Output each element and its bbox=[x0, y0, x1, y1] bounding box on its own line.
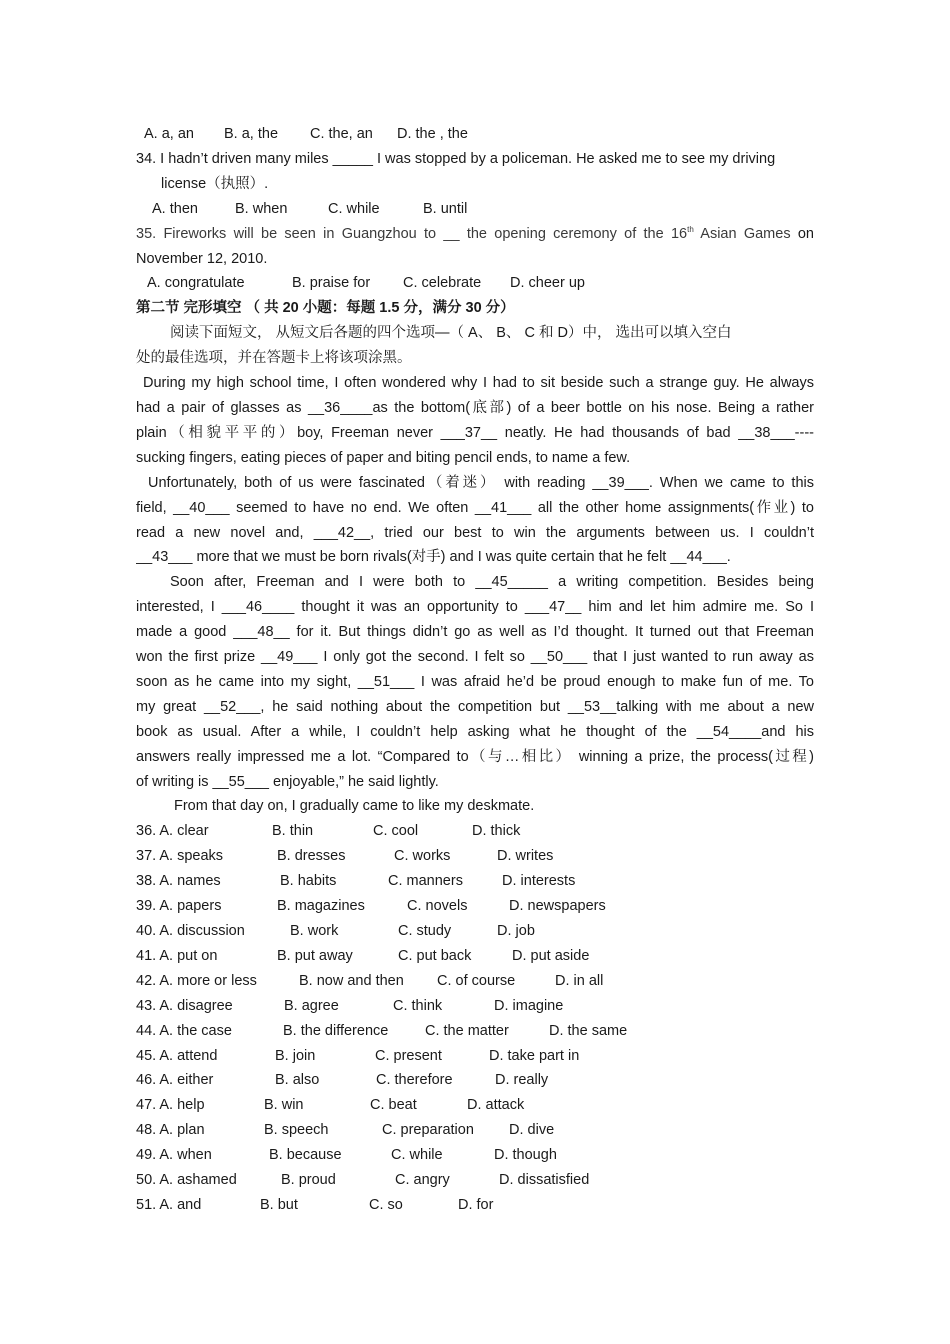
q33-option-a: A. a, an bbox=[144, 126, 194, 142]
passage-p2-line-4: __43___ more that we must be born rivals(对手) and I was quite certain that he felt __44___. bbox=[136, 549, 731, 566]
q35-stem-on: on bbox=[790, 225, 814, 242]
q34-stem: 34. I hadn’t driven many miles _____ I was stopped by a policeman. He asked me to see my driving bbox=[136, 150, 776, 167]
choice-option-c: C. study bbox=[398, 923, 452, 939]
choice-option-a: 50. A. ashamed bbox=[136, 1172, 237, 1189]
q35-stem-event: Asian Games bbox=[693, 225, 791, 242]
choice-row bbox=[136, 994, 814, 1019]
q35-stem-text: 35. Fireworks will be seen in Guangzhou to __ the opening ceremony of the 16 bbox=[136, 225, 688, 242]
choice-option-d: D. attack bbox=[467, 1097, 525, 1114]
choice-option-a: 51. A. and bbox=[136, 1196, 202, 1213]
choice-option-d: D. dive bbox=[509, 1122, 555, 1139]
q34-options bbox=[136, 197, 814, 222]
choice-option-c: C. present bbox=[375, 1047, 442, 1064]
choice-option-b: B. join bbox=[275, 1047, 316, 1064]
choice-option-a: 39. A. papers bbox=[136, 898, 222, 915]
choice-row bbox=[136, 1168, 814, 1193]
choice-row bbox=[136, 1093, 814, 1118]
choice-option-c: C. therefore bbox=[376, 1072, 453, 1089]
choice-option-c: C. angry bbox=[395, 1172, 450, 1189]
passage-p4: From that day on, I gradually came to like my deskmate. bbox=[174, 798, 535, 815]
q35-option-a: A. congratulate bbox=[147, 275, 245, 292]
choice-option-a: 38. A. names bbox=[136, 873, 221, 890]
choice-option-d: D. really bbox=[495, 1072, 549, 1089]
choice-option-c: C. manners bbox=[388, 873, 463, 890]
choice-row bbox=[136, 1118, 814, 1143]
passage-p3-line-9: of writing is __55___ enjoyable,” he said lightly. bbox=[136, 773, 439, 790]
choice-row bbox=[136, 894, 814, 919]
passage-p2-line-2: field, __40___ seemed to have no end. We often __41___ all the other home assignments(作业) to bbox=[136, 499, 814, 516]
choice-option-b: B. dresses bbox=[277, 848, 346, 865]
choice-option-c: C. so bbox=[369, 1196, 403, 1213]
q35-stem bbox=[136, 222, 814, 247]
choice-option-c: C. put back bbox=[398, 947, 472, 964]
q35-ordinal-suffix: th bbox=[687, 224, 694, 234]
q34-option-a: A. then bbox=[152, 200, 198, 217]
passage-p2-line-1: Unfortunately, both of us were fascinated（着迷） with reading __39___. When we came to this bbox=[148, 474, 814, 491]
choice-option-c: C. beat bbox=[370, 1097, 417, 1114]
choice-row bbox=[136, 844, 814, 869]
choice-option-c: C. think bbox=[393, 997, 443, 1014]
choice-option-d: D. for bbox=[458, 1196, 494, 1213]
choice-option-a: 47. A. help bbox=[136, 1097, 205, 1114]
choice-row bbox=[136, 919, 814, 944]
passage-p3-line-5: soon as he came into my sight, __51___ I was afraid he’d be proud enough to make fun of me. To bbox=[136, 673, 814, 690]
choice-row bbox=[136, 819, 814, 844]
choice-option-b: B. but bbox=[260, 1196, 298, 1213]
passage-p3-line-1: Soon after, Freeman and I were both to __45_____ a writing competition. Besides being bbox=[170, 574, 814, 591]
passage-p3-line-3: made a good ___48__ for it. But things didn’t go as well as I’d thought. It turned out that Freeman bbox=[136, 624, 814, 641]
choice-row bbox=[136, 969, 814, 994]
choice-option-b: B. proud bbox=[281, 1172, 336, 1189]
choice-option-d: D. job bbox=[497, 923, 535, 939]
section-heading: 第二节 完形填空 （ 共 20 小题：每题 1.5 分，满分 30 分） bbox=[136, 300, 515, 317]
passage-p3-line-4: won the first prize __49___ I only got the second. I felt so __50___ that I just wanted to run away as bbox=[136, 649, 814, 666]
passage-p1-line-1: During my high school time, I often wondered why I had to sit beside such a strange guy. He always bbox=[143, 375, 814, 392]
choice-option-a: 44. A. the case bbox=[136, 1022, 232, 1039]
choice-option-d: D. put aside bbox=[512, 947, 590, 964]
choice-option-a: 42. A. more or less bbox=[136, 972, 257, 989]
choice-list bbox=[136, 819, 814, 1218]
choice-option-d: D. dissatisfied bbox=[499, 1172, 590, 1189]
q34-option-d: B. until bbox=[423, 200, 468, 217]
choice-option-c: C. works bbox=[394, 848, 451, 865]
choice-option-a: 40. A. discussion bbox=[136, 923, 245, 939]
choice-option-b: B. magazines bbox=[277, 898, 365, 915]
choice-option-b: B. the difference bbox=[283, 1022, 389, 1039]
choice-option-b: B. now and then bbox=[299, 972, 404, 989]
choice-option-c: C. the matter bbox=[425, 1022, 509, 1039]
passage-p1-line-2: had a pair of glasses as __36____as the bottom(底部) of a beer bottle on his nose. Being a rather bbox=[136, 399, 814, 416]
section-instructions: 阅读下面短文， 从短文后各题的四个选项—（ A、 B、 C 和 D）中， 选出可以填入空白 bbox=[170, 325, 732, 342]
passage-p1-line-3: plain（相貌平平的）boy, Freeman never ___37__ neatly. He had thousands of bad __38___---- bbox=[136, 424, 814, 441]
choice-option-b: B. thin bbox=[272, 823, 314, 840]
q34-option-c: C. while bbox=[328, 200, 380, 217]
choice-option-b: B. speech bbox=[264, 1122, 329, 1139]
passage-p3-line-2: interested, I ___46____ thought it was an opportunity to ___47__ him and let him admire me. So I bbox=[136, 599, 814, 616]
choice-option-d: D. writes bbox=[497, 848, 554, 865]
choice-row bbox=[136, 1044, 814, 1069]
choice-option-b: B. put away bbox=[277, 947, 353, 964]
exam-page bbox=[136, 122, 814, 1218]
choice-option-d: D. in all bbox=[555, 972, 604, 989]
section-instructions-continued: 处的最佳选项，并在答题卡上将该项涂黑。 bbox=[136, 350, 412, 367]
choice-option-d: D. thick bbox=[472, 823, 521, 840]
choice-option-a: 48. A. plan bbox=[136, 1122, 205, 1139]
q35-option-c: C. celebrate bbox=[403, 275, 482, 292]
choice-option-d: D. newspapers bbox=[509, 898, 606, 915]
choice-option-a: 46. A. either bbox=[136, 1072, 214, 1089]
choice-option-d: D. imagine bbox=[494, 997, 564, 1014]
choice-option-b: B. because bbox=[269, 1147, 342, 1164]
passage-p3-line-8: answers really impressed me a lot. “Compared to（与…相比） winning a prize, the process(过程) bbox=[136, 748, 814, 765]
q35-options bbox=[136, 271, 814, 296]
choice-option-a: 45. A. attend bbox=[136, 1047, 218, 1064]
q33-option-b: B. a, the bbox=[224, 126, 279, 142]
choice-option-b: B. win bbox=[264, 1097, 304, 1114]
q35-option-b: B. praise for bbox=[292, 275, 371, 292]
choice-option-c: C. cool bbox=[373, 823, 419, 840]
choice-option-c: C. preparation bbox=[382, 1122, 474, 1139]
choice-option-c: C. novels bbox=[407, 898, 468, 915]
choice-row bbox=[136, 1143, 814, 1168]
choice-option-d: D. the same bbox=[549, 1022, 628, 1039]
choice-row bbox=[136, 1068, 814, 1093]
passage-p2-line-3: read a new novel and, ___42__, tried our best to win the arguments between us. I couldn’t bbox=[136, 524, 814, 541]
choice-option-a: 41. A. put on bbox=[136, 947, 218, 964]
choice-option-c: C. of course bbox=[437, 972, 516, 989]
choice-row bbox=[136, 1193, 814, 1218]
choice-option-b: B. also bbox=[275, 1072, 320, 1089]
choice-option-d: D. take part in bbox=[489, 1047, 580, 1064]
q33-options bbox=[136, 122, 814, 147]
q33-option-d: D. the , the bbox=[397, 126, 468, 142]
q34-stem-continued: license（执照）. bbox=[161, 175, 269, 192]
passage-p3-line-6: my great __52___, he said nothing about the competition but __53__talking with me about a new bbox=[136, 698, 814, 715]
choice-row bbox=[136, 1019, 814, 1044]
passage-p1-line-4: sucking fingers, eating pieces of paper and biting pencil ends, to name a few. bbox=[136, 449, 631, 466]
choice-option-d: D. interests bbox=[502, 873, 576, 890]
choice-option-b: B. habits bbox=[280, 873, 337, 890]
choice-row bbox=[136, 944, 814, 969]
choice-option-a: 37. A. speaks bbox=[136, 848, 224, 865]
choice-option-b: B. work bbox=[290, 923, 339, 939]
choice-option-a: 49. A. when bbox=[136, 1147, 212, 1164]
choice-option-b: B. agree bbox=[284, 997, 339, 1014]
choice-row bbox=[136, 869, 814, 894]
choice-option-c: C. while bbox=[391, 1147, 443, 1164]
q33-option-c: C. the, an bbox=[310, 126, 373, 142]
choice-option-a: 43. A. disagree bbox=[136, 997, 233, 1014]
q34-option-b: B. when bbox=[235, 200, 288, 217]
choice-option-a: 36. A. clear bbox=[136, 823, 209, 840]
choice-option-d: D. though bbox=[494, 1147, 557, 1164]
q35-stem-continued: November 12, 2010. bbox=[136, 250, 268, 267]
q35-option-d: D. cheer up bbox=[510, 275, 585, 292]
passage-p3-line-7: book as usual. After a while, I couldn’t help asking what he thought of the __54____and his bbox=[136, 723, 814, 740]
